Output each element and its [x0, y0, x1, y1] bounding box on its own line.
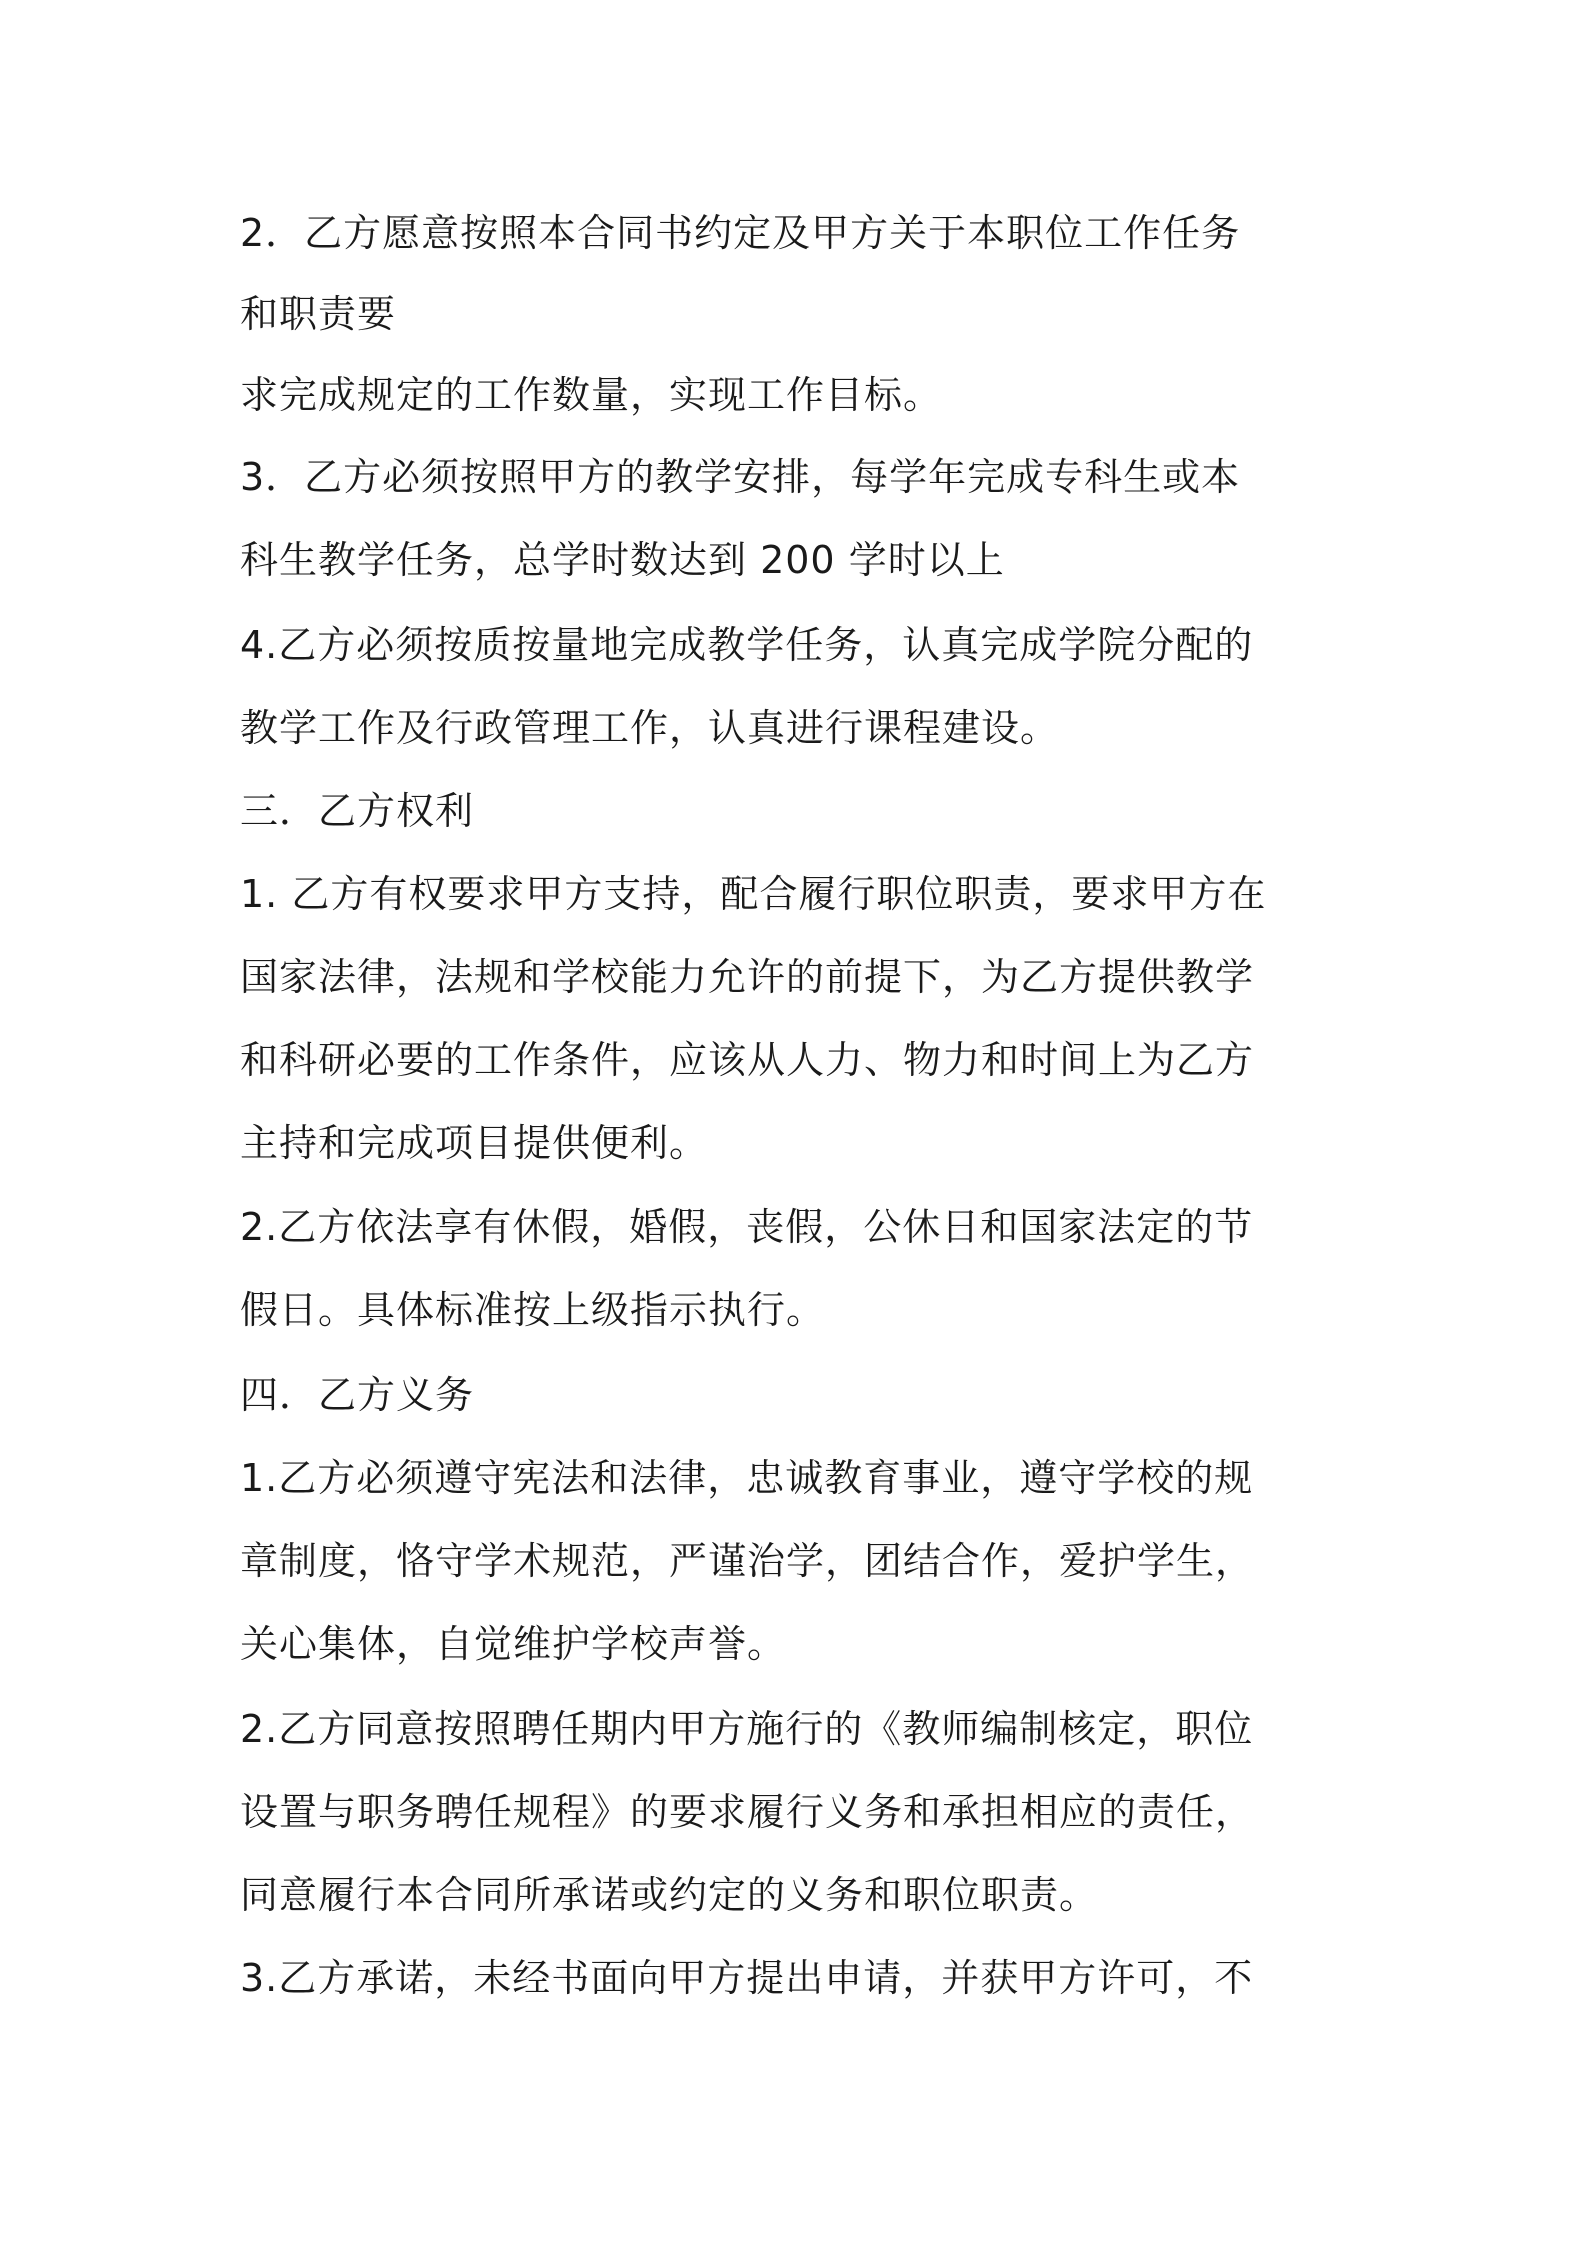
section-heading: 三．乙方权利 [240, 789, 475, 833]
text-line: 2.乙方依法享有休假，婚假，丧假，公休日和国家法定的节 [240, 1205, 1254, 1249]
section-heading: 四．乙方义务 [240, 1373, 475, 1417]
text-line: 和科研必要的工作条件，应该从人力、物力和时间上为乙方 [240, 1038, 1255, 1082]
text-line: 假日。具体标准按上级指示执行。 [240, 1288, 826, 1332]
text-line: 2．乙方愿意按照本合同书约定及甲方关于本职位工作任务 [240, 211, 1241, 255]
text-line: 科生教学任务，总学时数达到 200 学时以上 [240, 538, 1005, 582]
text-line: 2.乙方同意按照聘任期内甲方施行的《教师编制核定，职位 [240, 1707, 1254, 1751]
text-line: 国家法律，法规和学校能力允许的前提下，为乙方提供教学 [240, 955, 1255, 999]
text-line: 教学工作及行政管理工作，认真进行课程建设。 [240, 706, 1060, 750]
text-line: 1. 乙方有权要求甲方支持，配合履行职位职责，要求甲方在 [240, 872, 1267, 916]
text-line: 4.乙方必须按质按量地完成教学任务，认真完成学院分配的 [240, 623, 1254, 667]
text-line: 和职责要 [240, 292, 397, 336]
text-line: 1.乙方必须遵守宪法和法律，忠诚教育事业，遵守学校的规 [240, 1456, 1254, 1500]
text-line: 关心集体，自觉维护学校声誉。 [240, 1622, 787, 1666]
text-line: 3．乙方必须按照甲方的教学安排，每学年完成专科生或本 [240, 455, 1241, 499]
text-line: 同意履行本合同所承诺或约定的义务和职位职责。 [240, 1873, 1099, 1917]
text-line: 设置与职务聘任规程》的要求履行义务和承担相应的责任， [240, 1790, 1255, 1834]
text-line: 求完成规定的工作数量，实现工作目标。 [240, 373, 943, 417]
text-line: 3.乙方承诺，未经书面向甲方提出申请，并获甲方许可，不 [240, 1956, 1254, 2000]
text-line: 主持和完成项目提供便利。 [240, 1121, 709, 1165]
text-line: 章制度，恪守学术规范，严谨治学，团结合作，爱护学生， [240, 1539, 1255, 1583]
